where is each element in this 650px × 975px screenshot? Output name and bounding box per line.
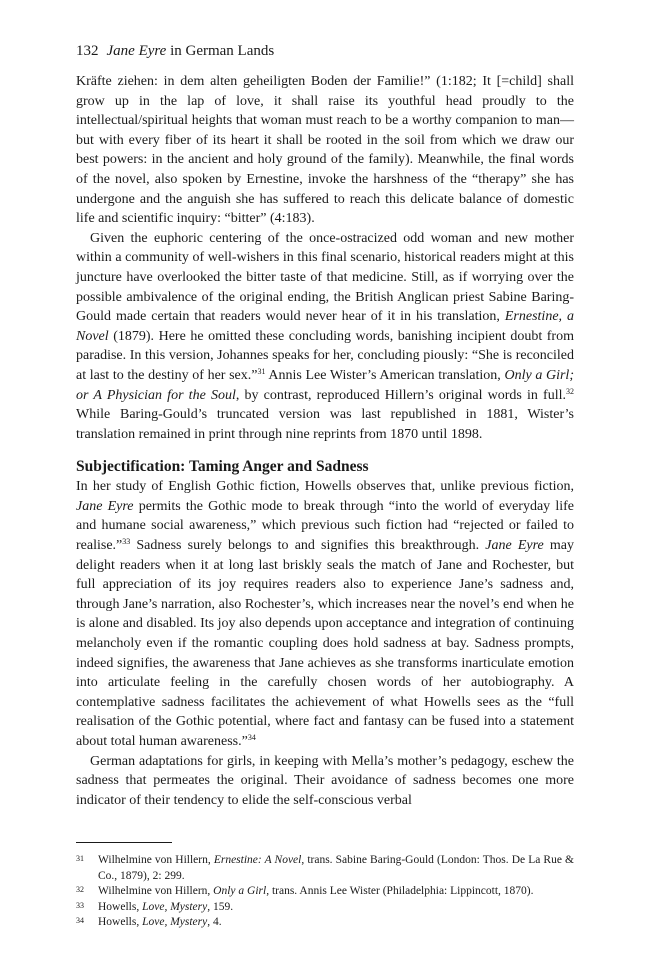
footnote-number: 34 (76, 916, 84, 926)
paragraph-text: Kräfte ziehen: in dem alten geheiligten Boden der Familie!” (1:182; It [=child] shall grow up in the lap of love, it shall raise its youthful head proudly to the intellectual/spiritual heights that woman must reach to be a worthy companion to man—but with every fiber of its heart it shall be rooted in the soil from which we draw our best powers: in the ancient and holy ground of the family). Meanwhile, the final words of the novel, also spoken by Ernestine, invoke the harshness of the “therapy” she has undergone and the anguish she has suffered to reach this delicate balance of domestic life and scientific inquiry: “bitter” (4:183). (76, 74, 574, 227)
paragraph-text: While Baring-Gould’s truncated version was last republished in 1881, Wister’s translation remained in print through nine reprints from 1870 until 1898. (76, 407, 574, 442)
paragraph-text: In her study of English Gothic fiction, Howells observes that, unlike previous fiction, (76, 479, 574, 495)
footnote-text: Howells, Love, Mystery, 159. (98, 900, 234, 913)
paragraph-3 (76, 477, 574, 751)
page (76, 40, 574, 931)
paragraph-text: German adaptations for girls, in keeping with Mella’s mother’s pedagogy, eschew the sadness that permeates the original. Their avoidance of sadness becomes one more indicator of their tendency to elide the self-conscious verbal (76, 753, 574, 808)
section-heading: Subjectification: Taming Anger and Sadness (76, 458, 369, 476)
paragraph-text: may delight readers when it at long last briskly seals the match of Jane and Rochester, but full appreciation of its joy requires readers also to experience Jane’s sadness and, through Jane’s narration, also Rochester’s, which increases near the novel’s end when he is alone and disabled. Its joy also depends upon acceptance and integration of continuing melancholy even if the romantic coupling does hold sadness at bay. Sadness prompts, indeed signifies, the awareness that Jane achieves as she transforms inarticulate emotion into articulate feeling in the carefully chosen words of her autobiography. A contemplative sadness facilitates the achievement of what Howells sees as the “full realisation of the Gothic potential, where fact and fantasy can be fused into a statement about total human awareness.” (76, 538, 575, 749)
footnote-divider (76, 842, 172, 843)
italic-title: Only a Girl; or A Physician for the Soul (76, 367, 574, 403)
footnote (76, 884, 574, 900)
footnote-ref[interactable]: 33 (122, 537, 131, 547)
footnote (76, 853, 574, 884)
paragraph-text: , by contrast, reproduced Hillern’s original words in full. (235, 387, 566, 403)
paragraph-text: Annis Lee Wister’s American translation, (265, 367, 505, 383)
italic-title: Jane Eyre (76, 498, 134, 514)
footnote-text: Wilhelmine von Hillern, Only a Girl, trans. Annis Lee Wister (Philadelphia: Lippincott, 1870). (98, 885, 534, 898)
running-title-rest: in German Lands (166, 43, 275, 59)
running-title-italic: Jane Eyre (106, 43, 167, 59)
footnote-ref[interactable]: 31 (257, 366, 266, 376)
page-number: 132 (76, 43, 99, 59)
paragraph-4 (76, 752, 574, 811)
italic-title: Jane Eyre (485, 538, 544, 554)
footnote (76, 915, 574, 931)
italic-title: Ernestine, a Novel (76, 309, 575, 344)
paragraph-text: Given the euphoric centering of the once-ostracized odd woman and new mother within a community of well-wishers in this final scenario, historical readers might at this juncture have overlooked the bitter taste of that medicine. Still, as if worrying over the possible ambivalence of the original ending, the British Anglican priest Sabine Baring-Gould made certain that readers would never hear of it in his translation, (76, 230, 574, 325)
footnote (76, 900, 574, 916)
footnote-ref[interactable]: 34 (247, 733, 256, 742)
running-header (76, 40, 574, 62)
footnote-number: 33 (76, 900, 84, 910)
footnote-ref[interactable]: 32 (566, 386, 574, 396)
paragraph-2 (76, 229, 574, 445)
paragraph-text: Sadness surely belongs to and signifies this breakthrough. (130, 538, 486, 554)
footnote-text: Wilhelmine von Hillern, Ernestine: A Novel, trans. Sabine Baring-Gould (London: Thos. De La Rue & Co., 1879), 2: 299. (98, 854, 574, 882)
footnote-number: 31 (76, 854, 84, 864)
paragraph-1 (76, 72, 574, 229)
paragraph-text: permits the Gothic mode to break through “into the world of everyday life and humane social awareness,” which previous such fiction had “rejected or failed to realise.” (76, 498, 574, 554)
footnote-number: 32 (76, 885, 84, 895)
footnote-text: Howells, Love, Mystery, 4. (98, 916, 222, 929)
body-text (76, 72, 574, 810)
paragraph-text: (1879). Here he omitted these concluding words, banishing incipient doubt from paradise. In this version, Johannes speaks for her, concluding piously: “She is reconciled at last to the destiny of her sex.” (76, 328, 574, 383)
footnotes (76, 853, 574, 931)
